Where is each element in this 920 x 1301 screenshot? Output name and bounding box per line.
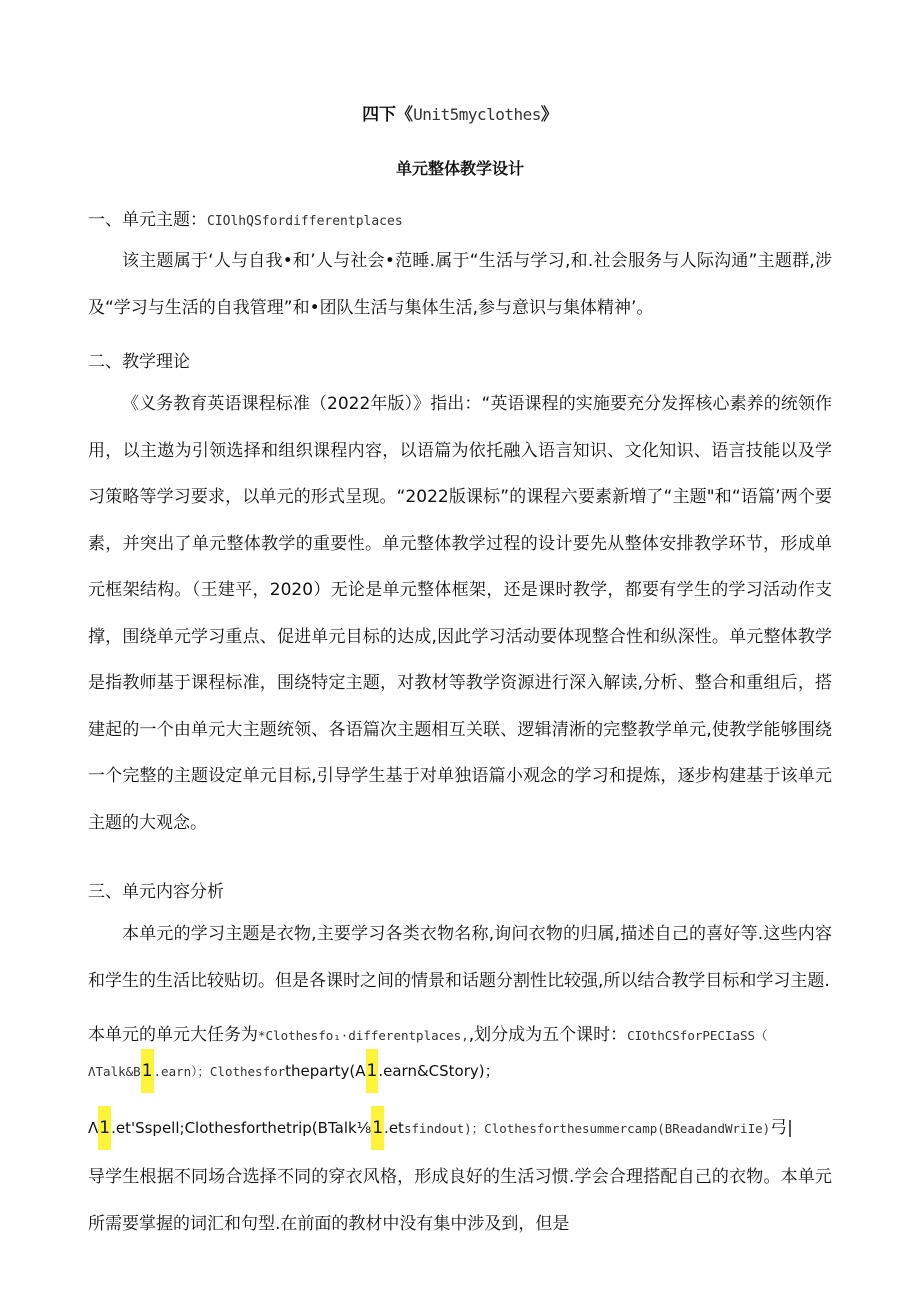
section1-heading-text: 一、单元主题： bbox=[88, 210, 207, 230]
line3-text-1: Λ bbox=[88, 1119, 99, 1137]
title-unit: Unit5myclothes bbox=[413, 105, 541, 124]
section2-heading: 二、教学理论 bbox=[88, 352, 190, 372]
line3-text-3: .et bbox=[384, 1119, 404, 1137]
section3-line-1 bbox=[88, 1020, 848, 1045]
section3-heading: 三、单元内容分析 bbox=[88, 882, 224, 902]
line2-text-4: .earn&CStory)； bbox=[378, 1062, 500, 1080]
line2-text-3: theparty(A bbox=[285, 1062, 366, 1080]
line2-text-2: .earn）；Clothesfor bbox=[153, 1064, 286, 1079]
highlight-mark: 1 bbox=[371, 1106, 384, 1150]
line1-text-2: ,划分成为五个课时： bbox=[468, 1025, 628, 1045]
section2-paragraph: 《义务教育英语课程标准（2022年版）》指出：“英语课程的实施要充分发挥核心素养的统领作用，以主遨为引领选择和组织课程内容，以语篇为依托融入语言知识、文化知识、语言技能以及学习策略等学习要求，以单元的形式呈现。“2022版课标”的课程六要素新増了“主题"和“语篇’两个要素，并突出了单元整体教学的重要性。单元整体教学过程的设计要先从整体安排教学环节，形成单元框架结构。（王建平，2020）无论是单元整体框架，还是课时教学，都要有学生的学习活动作支撑，围绕单元学习重点、促进单元目标的达成,因此学习活动要体现整合性和纵深性。单元整体教学是指教师基于课程标准，围绕特定主题，对教材等教学资源进行深入解读,分析、整合和重组后，搭建起的一个由单元大主题统领、各语篇次主题相互关联、逻辑清淅的完整教学单元,使教学能够围绕一个完整的主题设定单元目标,引导学生基于对单独语篇小观念的学习和提炼，逐步构建基于该单元主题的大观念。 bbox=[88, 394, 832, 833]
section1-theme: CIOlhQSfordifferentplaces bbox=[207, 214, 403, 229]
line2-text-1: ΛTalk&B bbox=[88, 1064, 141, 1079]
title-prefix: 四下《 bbox=[362, 105, 414, 125]
section3-line-3 bbox=[88, 1103, 848, 1153]
line1-lesson-1: CIOthCSforPECIaSS（ bbox=[627, 1028, 768, 1043]
line1-text-1: 本单元的单元大任务为 bbox=[88, 1025, 258, 1045]
highlight-mark: 1 bbox=[141, 1049, 154, 1093]
title-suffix: 》 bbox=[540, 105, 558, 125]
section1-heading bbox=[88, 205, 403, 230]
section3-paragraph-b: 导学生根据不同场合选择不同的穿衣风格，形成良好的生活习惯.学会合理搭配自己的衣物。本单元所需要掌握的词汇和句型.在前面的教材中没有集中涉及到，但是 bbox=[88, 1167, 832, 1234]
line3-text-4: sfindout)；Clothesforthesummercamp(BReadandWriIe) bbox=[403, 1121, 771, 1136]
section1-paragraph: 该主题属于‘人与自我•和’人与社会•范睡.属于“生活与学习,和.社会服务与人际沟通”主题群,涉及“学习与生活的自我管理”和•团队生活与集体生活,参与意识与集体精神’。 bbox=[88, 251, 832, 318]
line1-task: *Clothesfo₁·differentplaces, bbox=[258, 1028, 469, 1043]
document-title bbox=[0, 100, 920, 125]
highlight-mark: 1 bbox=[98, 1106, 111, 1150]
highlight-mark: 1 bbox=[366, 1049, 379, 1093]
section3-paragraph-a: 本单元的学习主题是衣物,主要学习各类衣物名称,询问衣物的归属,描述自己的喜好等.这些内容和学生的生活比较贴切。但是各课时之间的情景和话题分割性比较强,所以结合教学目标和学习主题. bbox=[88, 924, 832, 991]
section3-line-2 bbox=[88, 1046, 848, 1096]
line3-text-5: 弓| bbox=[770, 1118, 793, 1138]
document-subtitle: 单元整体教学设计 bbox=[395, 159, 524, 178]
line3-text-2: .et'Sspell;Clothesforthetrip(BTalk⅛ bbox=[111, 1119, 372, 1137]
